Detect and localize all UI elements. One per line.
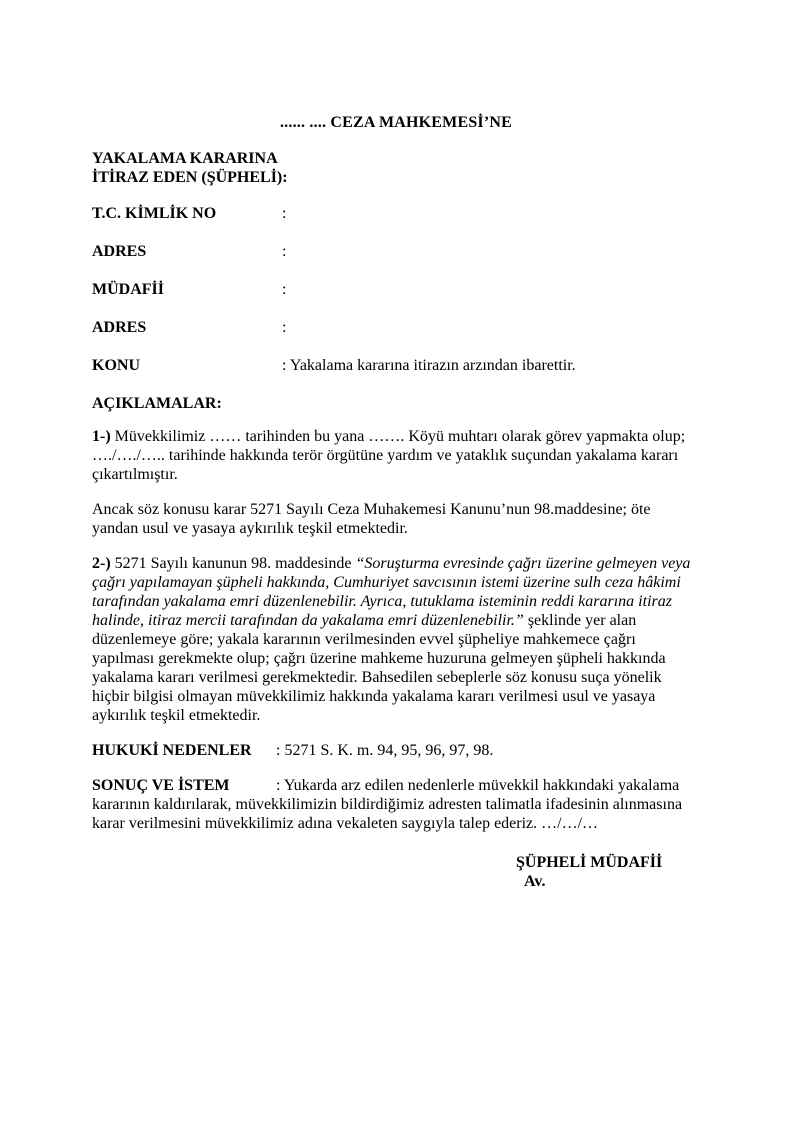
paragraph-3 (92, 554, 700, 725)
paragraph-3-number: 2-) (92, 555, 111, 572)
paragraph-1 (92, 427, 700, 484)
conclusion-row (92, 776, 700, 833)
petitioner-heading-line1: YAKALAMA KARARINA (92, 150, 278, 167)
field-label-adres-2: ADRES (92, 319, 147, 336)
field-separator: : (282, 205, 287, 222)
signature-attorney: Av. (524, 873, 546, 890)
conclusion-value: Yukarda arz edilen nedenlerle müvekkil hakkındaki yakalama kararının kaldırılarak, müvekkilimizin bildirdiğimiz adresten talimatla ifadesinin alınmasına karar verilmesini müvekkilimiz adına vekaleten saygıyla talep ederiz. …/…/… (92, 777, 683, 832)
paragraph-1-text: Müvekkilimiz …… tarihinden bu yana ……. Köyü muhtarı olarak görev yapmakta olup; …./…./….. tarihinde hakkında terör örgütüne yardım ve yataklık suçundan yakalama kararı çıkartılmıştır. (92, 428, 686, 483)
legal-grounds-separator: : (276, 742, 281, 759)
field-row-tc-kimlik-no (92, 204, 700, 223)
paragraph-2 (92, 500, 700, 538)
field-row-adres-2 (92, 318, 700, 337)
paragraph-3-statute-quote: “Soruşturma evresinde çağrı üzerine gelmeyen veya çağrı yapılamayan şüpheli hakkında, Cumhuriyet savcısının istemi üzerine sulh ceza hâkimi tarafından yakalama emri düzenlenebilir. Ayrıca, tutuklama isteminin reddi kararına itiraz halinde, itiraz mercii tarafından da yakalama emri düzenlenebilir.” (92, 555, 691, 629)
signature-title: ŞÜPHELİ MÜDAFİİ (516, 854, 663, 871)
field-separator: : (282, 281, 287, 298)
field-row-konu (92, 356, 700, 375)
field-label-adres-1: ADRES (92, 243, 147, 260)
explanations-heading: AÇIKLAMALAR: (92, 395, 222, 412)
conclusion-separator: : (276, 777, 281, 794)
signature-block (516, 853, 700, 891)
field-row-mudafii (92, 280, 700, 299)
field-label-konu: KONU (92, 357, 140, 374)
paragraph-3-lead: 5271 Sayılı kanunun 98. maddesinde (114, 555, 356, 572)
field-separator: : (282, 357, 287, 374)
field-value-konu: Yakalama kararına itirazın arzından ibarettir. (289, 357, 576, 374)
field-label-mudafii: MÜDAFİİ (92, 281, 164, 298)
petitioner-heading (92, 149, 700, 187)
field-label-tc-kimlik-no: T.C. KİMLİK NO (92, 205, 217, 222)
petitioner-heading-line2: İTİRAZ EDEN (ŞÜPHELİ): (92, 169, 288, 186)
paragraph-1-number: 1-) (92, 428, 111, 445)
legal-grounds-label: HUKUKİ NEDENLER (92, 742, 252, 759)
conclusion-label: SONUÇ VE İSTEM (92, 777, 230, 794)
legal-grounds-value: 5271 S. K. m. 94, 95, 96, 97, 98. (284, 742, 494, 759)
field-separator: : (282, 243, 287, 260)
paragraph-2-text: Ancak söz konusu karar 5271 Sayılı Ceza Muhakemesi Kanunu’nun 98.maddesine; öte yandan usul ve yasaya aykırılık teşkil etmektedir. (92, 501, 651, 537)
court-title: ...... .... CEZA MAHKEMESİ’NE (279, 114, 513, 131)
field-separator: : (282, 319, 287, 336)
field-row-adres-1 (92, 242, 700, 261)
legal-grounds-row (92, 741, 700, 760)
paragraph-3-tail: şeklinde yer alan düzenlemeye göre; yakala kararının verilmesinden evvel şüpheliye mahkemece çağrı yapılması gerekmekte olup; çağrı üzerine mahkeme huzuruna gelmeyen şüpheli hakkında yakalama kararı verilmesi gerekmektedir. Bahsedilen sebeplerle söz konusu suça yönelik hiçbir bilgisi olmayan müvekkilimiz hakkında yakalama kararı verilmesi usul ve yasaya aykırılık teşkil etmektedir. (92, 612, 666, 724)
